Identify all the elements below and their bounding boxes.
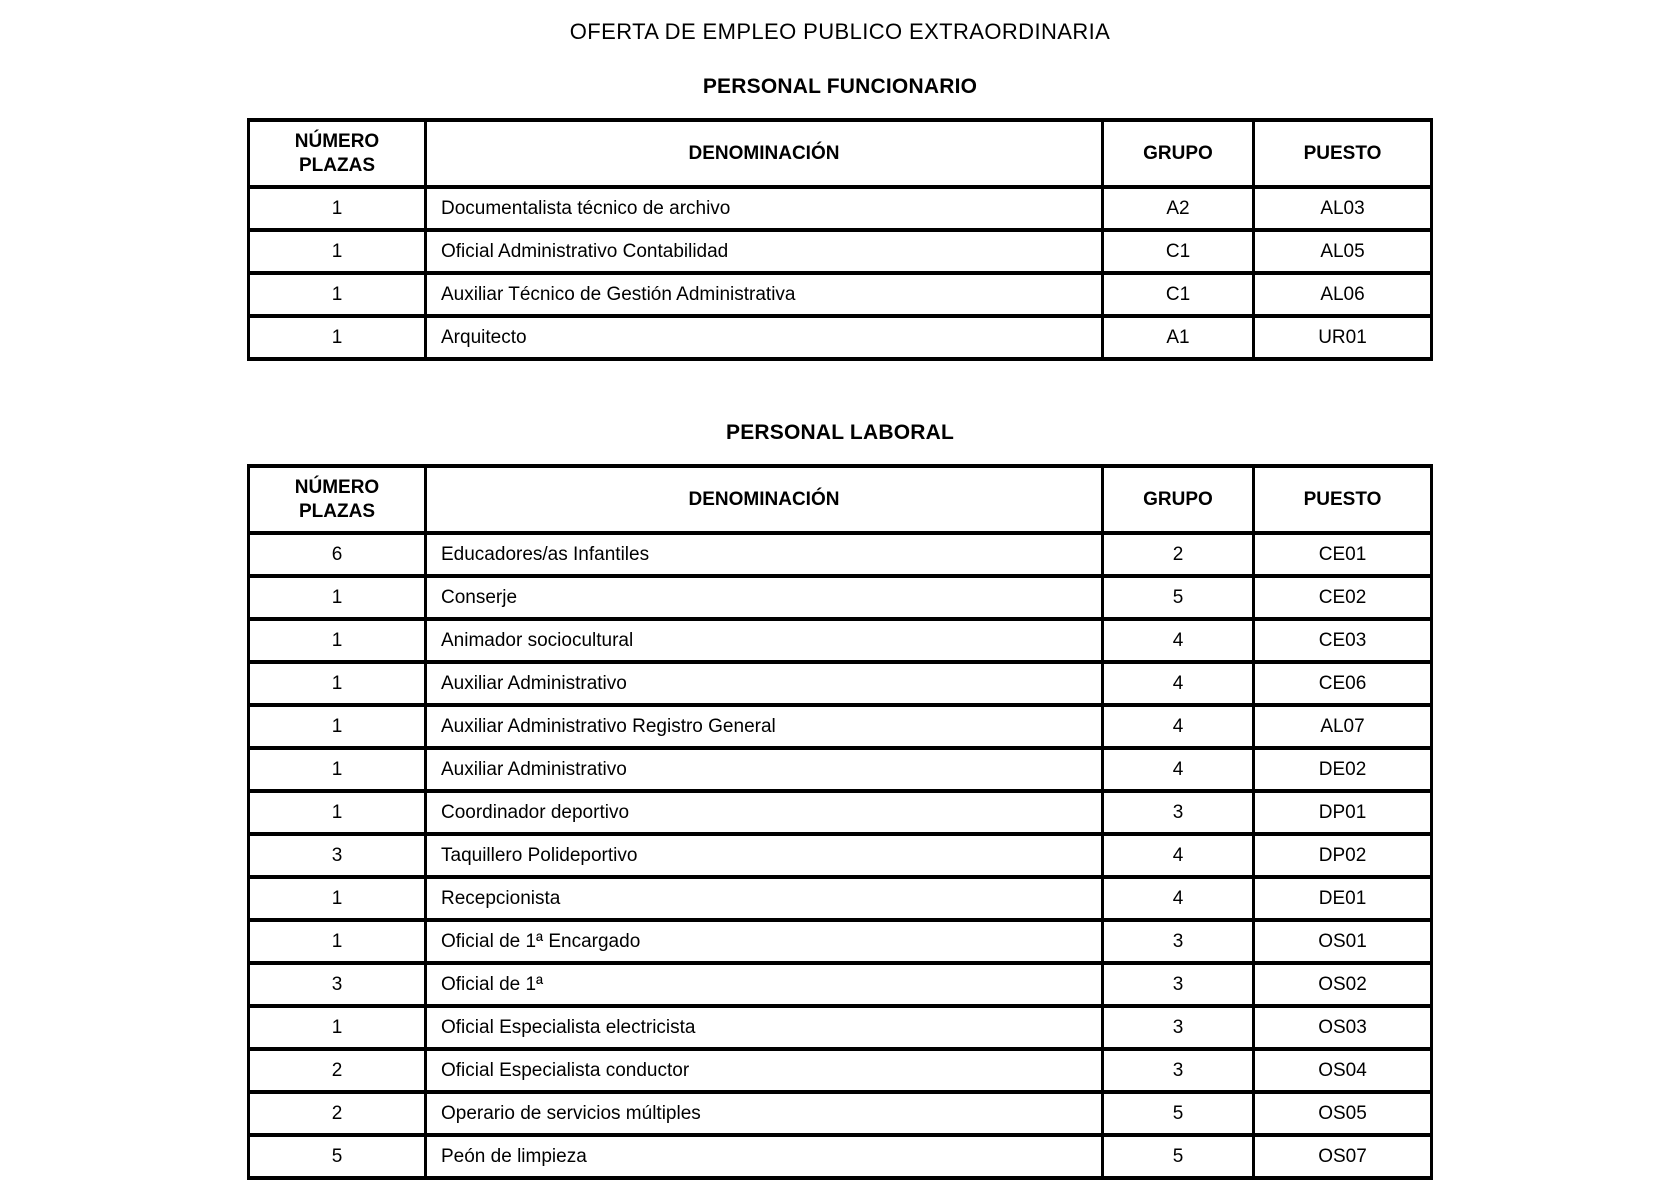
cell-grupo: C1 (1103, 230, 1254, 273)
cell-denominacion: Animador sociocultural (426, 619, 1103, 662)
table-row (249, 1135, 1432, 1178)
table-row (249, 963, 1432, 1006)
table-row (249, 273, 1432, 316)
cell-puesto: CE01 (1254, 533, 1432, 576)
cell-puesto: DP01 (1254, 791, 1432, 834)
cell-denominacion: Oficial Especialista electricista (426, 1006, 1103, 1049)
table-row (249, 533, 1432, 576)
cell-denominacion: Taquillero Polideportivo (426, 834, 1103, 877)
cell-denominacion: Operario de servicios múltiples (426, 1092, 1103, 1135)
cell-denominacion: Auxiliar Administrativo (426, 748, 1103, 791)
cell-denominacion: Oficial Administrativo Contabilidad (426, 230, 1103, 273)
cell-denominacion: Recepcionista (426, 877, 1103, 920)
cell-numero-plazas: 1 (249, 619, 426, 662)
cell-puesto: AL03 (1254, 187, 1432, 230)
column-header-puesto (1254, 120, 1432, 187)
cell-numero-plazas: 1 (249, 705, 426, 748)
cell-grupo: 4 (1103, 877, 1254, 920)
cell-numero-plazas: 1 (249, 1006, 426, 1049)
cell-denominacion: Educadores/as Infantiles (426, 533, 1103, 576)
cell-denominacion: Documentalista técnico de archivo (426, 187, 1103, 230)
column-header-grupo (1103, 466, 1254, 533)
column-header-denominacion (426, 120, 1103, 187)
table-row (249, 705, 1432, 748)
column-header-label: GRUPO (1143, 488, 1213, 510)
cell-grupo: 4 (1103, 705, 1254, 748)
column-header-label: NÚMERO PLAZAS (294, 130, 380, 176)
cell-grupo: 4 (1103, 834, 1254, 877)
cell-grupo: 5 (1103, 576, 1254, 619)
column-header-puesto (1254, 466, 1432, 533)
cell-puesto: OS03 (1254, 1006, 1432, 1049)
cell-numero-plazas: 6 (249, 533, 426, 576)
cell-numero-plazas: 1 (249, 748, 426, 791)
cell-puesto: OS02 (1254, 963, 1432, 1006)
table-row (249, 748, 1432, 791)
cell-denominacion: Conserje (426, 576, 1103, 619)
cell-grupo: 5 (1103, 1092, 1254, 1135)
cell-puesto: CE03 (1254, 619, 1432, 662)
cell-puesto: DE02 (1254, 748, 1432, 791)
cell-grupo: 3 (1103, 920, 1254, 963)
cell-numero-plazas: 1 (249, 230, 426, 273)
table-row (249, 1092, 1432, 1135)
cell-grupo: 4 (1103, 748, 1254, 791)
column-header-label: NÚMERO PLAZAS (294, 476, 380, 522)
cell-numero-plazas: 3 (249, 963, 426, 1006)
cell-numero-plazas: 1 (249, 791, 426, 834)
cell-grupo: 3 (1103, 791, 1254, 834)
table-row (249, 1006, 1432, 1049)
table-row (249, 187, 1432, 230)
personal-funcionario-table (247, 118, 1433, 361)
cell-numero-plazas: 1 (249, 576, 426, 619)
cell-numero-plazas: 2 (249, 1049, 426, 1092)
cell-numero-plazas: 1 (249, 187, 426, 230)
cell-grupo: 2 (1103, 533, 1254, 576)
document-title: OFERTA DE EMPLEO PUBLICO EXTRAORDINARIA (569, 19, 1111, 44)
cell-denominacion: Arquitecto (426, 316, 1103, 359)
cell-denominacion: Peón de limpieza (426, 1135, 1103, 1178)
cell-grupo: 3 (1103, 1049, 1254, 1092)
cell-puesto: DE01 (1254, 877, 1432, 920)
section-heading-personal-laboral: PERSONAL LABORAL (726, 421, 954, 444)
table-header-row (249, 466, 1432, 533)
column-header-label: PUESTO (1303, 142, 1382, 164)
cell-denominacion: Oficial de 1ª (426, 963, 1103, 1006)
cell-numero-plazas: 3 (249, 834, 426, 877)
personal-laboral-table (247, 464, 1433, 1180)
cell-grupo: 4 (1103, 619, 1254, 662)
cell-denominacion: Coordinador deportivo (426, 791, 1103, 834)
cell-puesto: CE02 (1254, 576, 1432, 619)
section-personal-funcionario (0, 76, 1680, 361)
cell-denominacion: Oficial Especialista conductor (426, 1049, 1103, 1092)
cell-numero-plazas: 2 (249, 1092, 426, 1135)
column-header-label: DENOMINACIÓN (688, 142, 840, 164)
column-header-denominacion (426, 466, 1103, 533)
table-row (249, 230, 1432, 273)
cell-grupo: A1 (1103, 316, 1254, 359)
cell-grupo: C1 (1103, 273, 1254, 316)
table-row (249, 662, 1432, 705)
column-header-label: PUESTO (1303, 488, 1382, 510)
cell-grupo: 3 (1103, 963, 1254, 1006)
cell-puesto: OS04 (1254, 1049, 1432, 1092)
cell-numero-plazas: 1 (249, 316, 426, 359)
cell-denominacion: Auxiliar Administrativo (426, 662, 1103, 705)
cell-puesto: OS05 (1254, 1092, 1432, 1135)
cell-puesto: AL07 (1254, 705, 1432, 748)
table-row (249, 576, 1432, 619)
cell-puesto: AL05 (1254, 230, 1432, 273)
cell-puesto: OS07 (1254, 1135, 1432, 1178)
cell-numero-plazas: 1 (249, 877, 426, 920)
table-row (249, 877, 1432, 920)
column-header-label: GRUPO (1143, 142, 1213, 164)
table-row (249, 834, 1432, 877)
cell-puesto: OS01 (1254, 920, 1432, 963)
cell-puesto: CE06 (1254, 662, 1432, 705)
section-heading-personal-funcionario: PERSONAL FUNCIONARIO (702, 75, 978, 98)
cell-grupo: 4 (1103, 662, 1254, 705)
table-row (249, 619, 1432, 662)
cell-puesto: AL06 (1254, 273, 1432, 316)
cell-numero-plazas: 1 (249, 920, 426, 963)
cell-grupo: 5 (1103, 1135, 1254, 1178)
section-personal-laboral (0, 422, 1680, 1180)
cell-denominacion: Auxiliar Administrativo Registro General (426, 705, 1103, 748)
table-header-row (249, 120, 1432, 187)
cell-numero-plazas: 1 (249, 662, 426, 705)
cell-numero-plazas: 1 (249, 273, 426, 316)
table-row (249, 920, 1432, 963)
cell-denominacion: Auxiliar Técnico de Gestión Administrativa (426, 273, 1103, 316)
cell-grupo: 3 (1103, 1006, 1254, 1049)
cell-numero-plazas: 5 (249, 1135, 426, 1178)
cell-puesto: DP02 (1254, 834, 1432, 877)
column-header-numero-plazas (249, 120, 426, 187)
column-header-label: DENOMINACIÓN (688, 488, 840, 510)
table-row (249, 791, 1432, 834)
cell-grupo: A2 (1103, 187, 1254, 230)
cell-puesto: UR01 (1254, 316, 1432, 359)
column-header-grupo (1103, 120, 1254, 187)
cell-denominacion: Oficial de 1ª Encargado (426, 920, 1103, 963)
table-row (249, 1049, 1432, 1092)
column-header-numero-plazas (249, 466, 426, 533)
table-row (249, 316, 1432, 359)
